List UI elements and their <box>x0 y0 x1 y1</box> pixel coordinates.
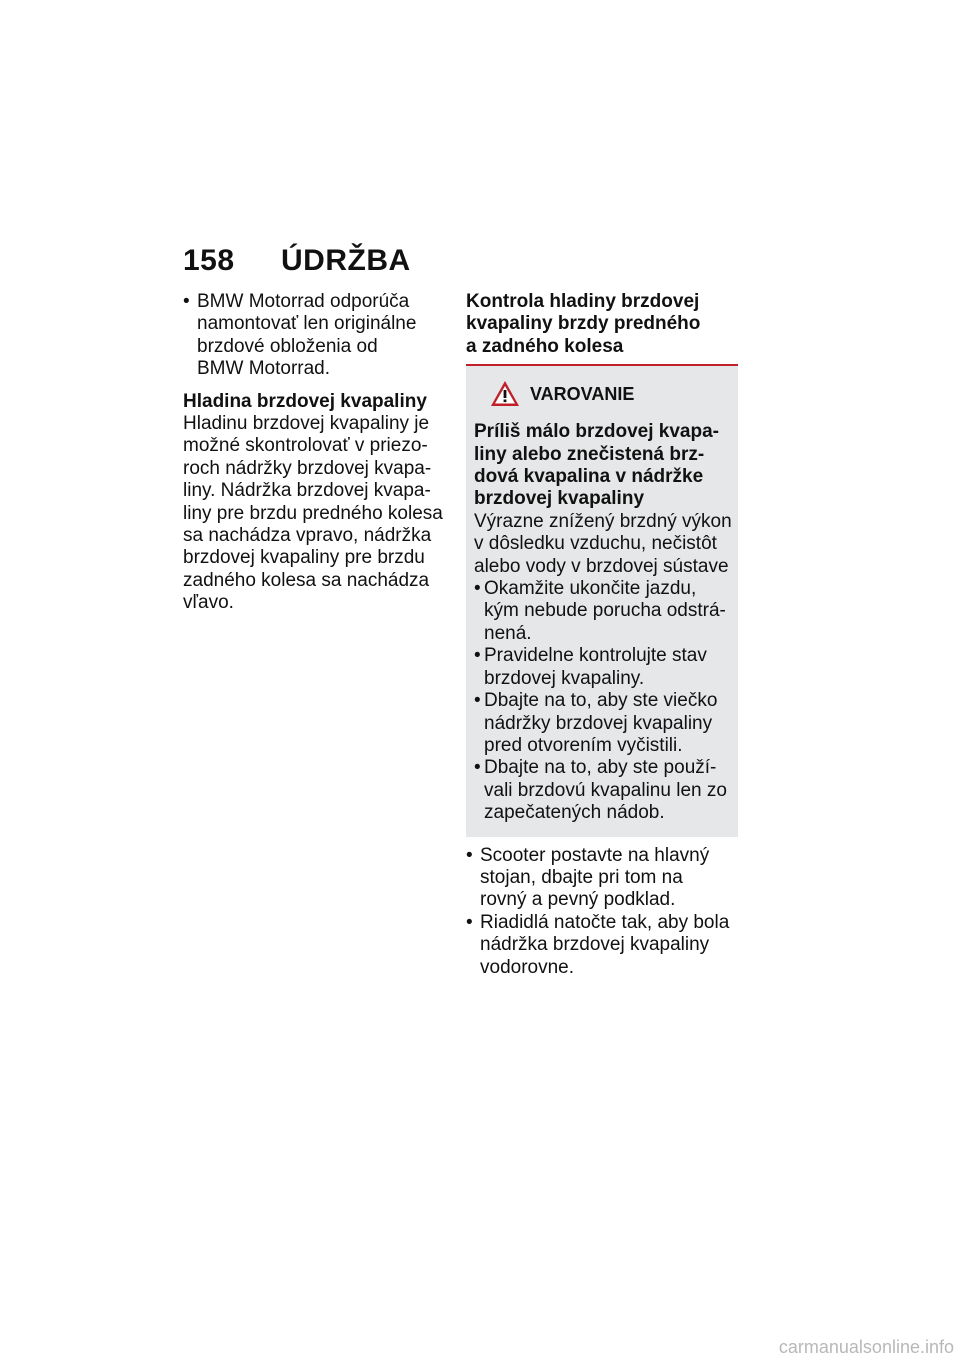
text-line: Výrazne znížený brzdný výkon <box>474 510 732 532</box>
text-line: vali brzdovú kvapalinu len zo <box>484 779 727 801</box>
left-column <box>183 291 445 615</box>
text-line: stojan, dbajte pri tom na <box>480 866 683 888</box>
text-line: liny pre brzdu predného kolesa <box>183 502 443 524</box>
text-line: brzdovej kvapaliny pre brzdu <box>183 547 425 569</box>
warning-header <box>490 380 728 407</box>
bullet-icon: • <box>474 757 481 779</box>
text-line: pred otvorením vyčistili. <box>484 734 683 756</box>
page-header <box>183 244 411 278</box>
text-line: Dbajte na to, aby ste viečko <box>484 690 718 712</box>
text-line: zapečatených nádob. <box>484 802 665 824</box>
text-line: brzdovej kvapaliny <box>474 488 645 510</box>
right-column <box>466 291 738 979</box>
bullet-icon: • <box>474 645 481 667</box>
text-line: brzdovej kvapaliny. <box>484 667 645 689</box>
section-text <box>183 413 445 615</box>
bullet-icon: • <box>466 844 473 866</box>
watermark: carmanualsonline.info <box>778 1337 954 1357</box>
chapter-title: ÚDRŽBA <box>281 244 411 277</box>
text-line: Pravidelne kontrolujte stav <box>484 645 707 667</box>
text-line: Scooter postavte na hlavný <box>480 844 710 866</box>
text-line: kvapaliny brzdy predného <box>466 313 701 335</box>
text-line: nádržky brzdovej kvapaliny <box>484 712 713 734</box>
warning-box <box>466 366 738 836</box>
warning-text <box>474 510 732 578</box>
text-line: alebo vody v brzdovej sústave <box>474 555 729 577</box>
text-line: liny. Nádržka brzdovej kvapa- <box>183 480 431 502</box>
text-line: BMW Motorrad. <box>197 358 331 380</box>
text-line: Príliš málo brzdovej kvapa- <box>474 421 719 443</box>
text-line: dová kvapalina v nádržke <box>474 466 704 488</box>
text-line: nená. <box>484 622 532 644</box>
list-item <box>474 645 728 690</box>
warning-label: VAROVANIE <box>530 383 635 404</box>
list-item <box>183 291 445 381</box>
text-line: vľavo. <box>183 592 234 614</box>
warning-title <box>474 421 728 511</box>
warning-triangle-icon <box>490 380 520 407</box>
bullet-icon: • <box>474 690 481 712</box>
text-line: BMW Motorrad odporúča <box>197 291 410 312</box>
bullet-icon: • <box>183 291 190 312</box>
text-line: v dôsledku vzduchu, nečistôt <box>474 533 717 555</box>
section-heading <box>466 291 738 358</box>
text-line: roch nádržky brzdovej kvapa- <box>183 457 432 479</box>
text-line: Kontrola hladiny brzdovej <box>466 291 700 312</box>
text-line: Okamžite ukončite jazdu, <box>484 578 697 600</box>
list-item <box>466 845 738 912</box>
list-item <box>466 912 738 979</box>
page-number: 158 <box>183 244 235 277</box>
bullet-icon: • <box>474 578 481 600</box>
text-line: zadného kolesa sa nachádza <box>183 569 430 591</box>
text-line: Dbajte na to, aby ste použí- <box>484 757 717 779</box>
text-line: namontovať len originálne <box>197 313 417 335</box>
list-item <box>474 757 728 824</box>
text-line: kým nebude porucha odstrá- <box>484 600 726 622</box>
section-title: Hladina brzdovej kvapaliny <box>183 390 427 412</box>
text-line: rovný a pevný podklad. <box>480 889 676 911</box>
text-line: nádržka brzdovej kvapaliny <box>480 934 710 956</box>
text-line: vodorovne. <box>480 956 575 978</box>
text-line: Riadidlá natočte tak, aby bola <box>480 911 730 933</box>
text-line: možné skontrolovať v priezo- <box>183 435 428 457</box>
bullet-icon: • <box>466 911 473 933</box>
text-line: a zadného kolesa <box>466 335 624 357</box>
text-line: brzdové obloženia od <box>197 335 378 357</box>
list-item <box>474 690 728 757</box>
text-line: liny alebo znečistená brz- <box>474 443 705 465</box>
list-item <box>474 578 728 645</box>
text-line: Hladinu brzdovej kvapaliny je <box>183 413 430 435</box>
text-line: sa nachádza vpravo, nádržka <box>183 525 432 547</box>
